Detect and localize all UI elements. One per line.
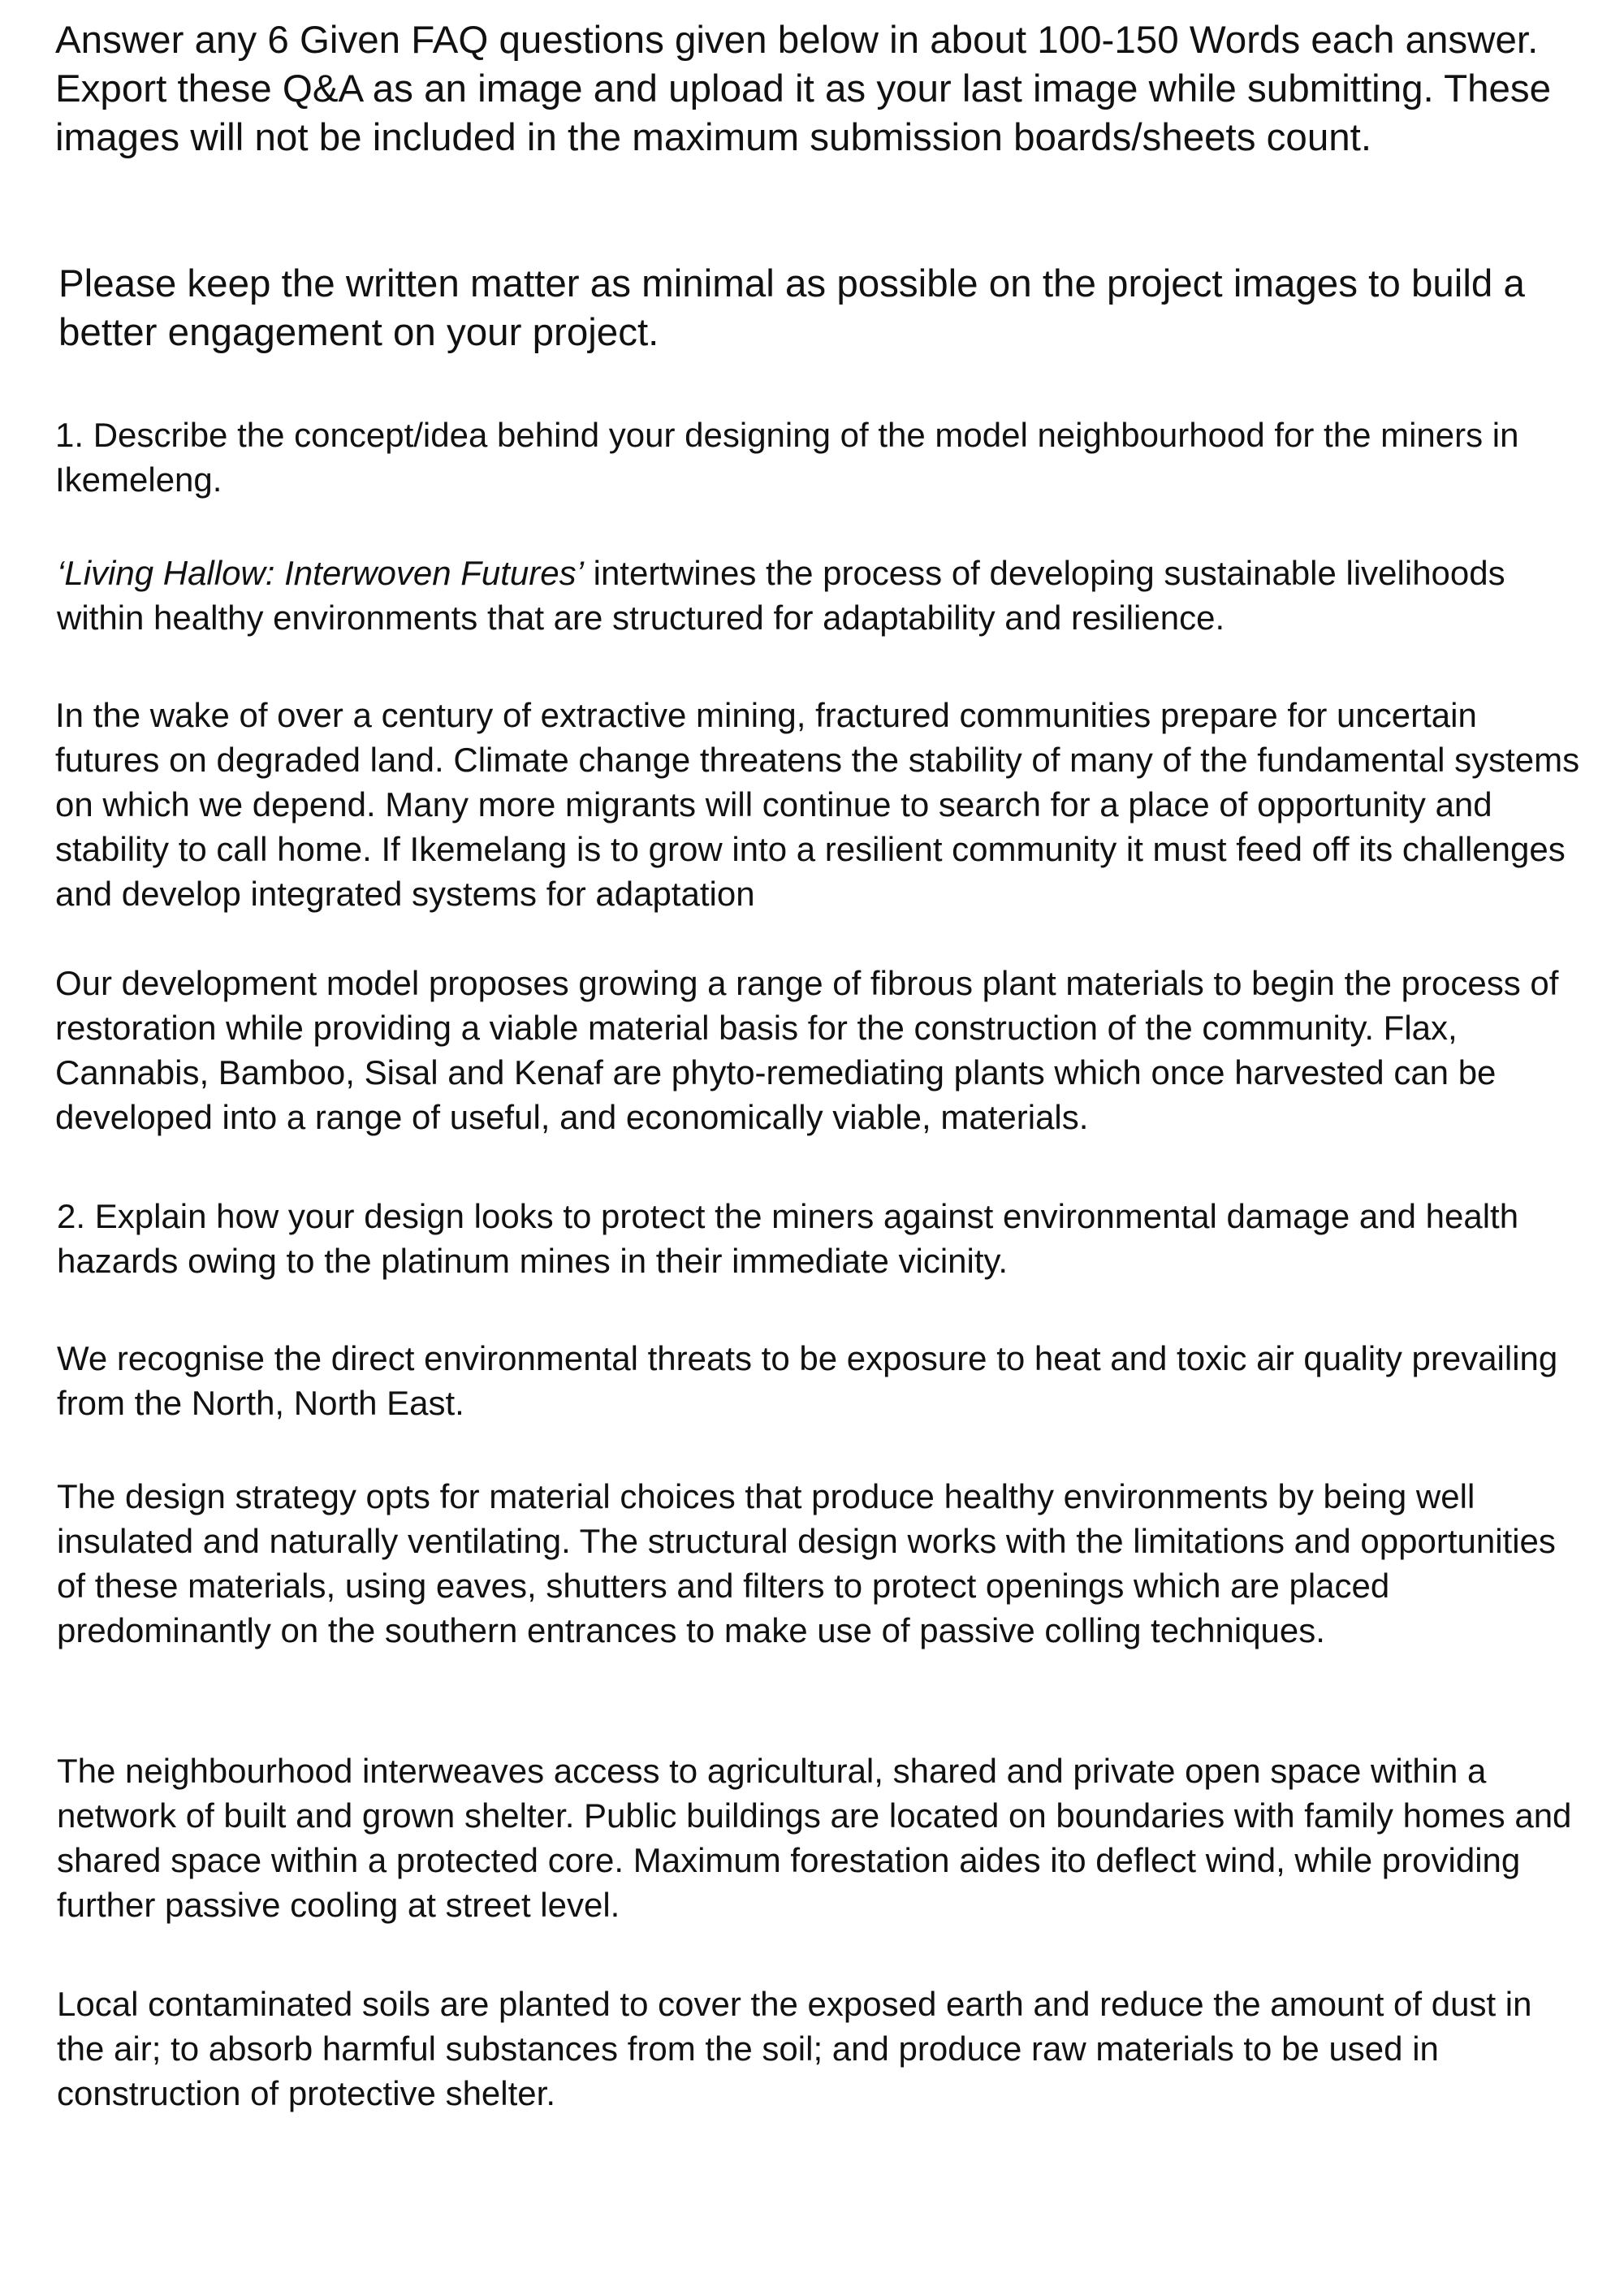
answer-1-paragraph-1: In the wake of over a century of extractive mining, fractured communities prepare for uncertain futures on degraded land. Climate change threatens the stability of many of the fundamental systems on which we depend. Many more migrants will continue to search for a place of opportunity and stability to call home. If Ikemelang is to grow into a resilient community it must feed off its challenges and develop integrated systems for adaptation xyxy=(55,696,1580,913)
question-2: 2. Explain how your design looks to protect the miners against environmental damage and health hazards owing to the platinum mines in their immediate vicinity. xyxy=(57,1197,1519,1280)
answer-2-paragraph-1: We recognise the direct environmental threats to be exposure to heat and toxic air quality prevailing from the North, North East. xyxy=(57,1339,1558,1422)
answer-1-intro xyxy=(57,551,1583,640)
instructions-paragraph-2: Please keep the written matter as minimal as possible on the project images to build a better engagement on your project. xyxy=(58,262,1525,354)
instructions-paragraph-1: Answer any 6 Given FAQ questions given below in about 100-150 Words each answer. Export these Q&A as an image and upload it as your last image while submitting. These images will not be included in the maximum submission boards/sheets count. xyxy=(55,19,1552,159)
question-1: 1. Describe the concept/idea behind your designing of the model neighbourhood for the miners in Ikemeleng. xyxy=(55,416,1519,499)
answer-2-paragraph-2: The design strategy opts for material choices that produce healthy environments by being well insulated and naturally ventilating. The structural design works with the limitations and opportunities of these materials, using eaves, shutters and filters to protect openings which are placed predominantly on the southern entrances to make use of passive colling techniques. xyxy=(57,1477,1556,1649)
answer-2-paragraph-3: The neighbourhood interweaves access to agricultural, shared and private open space within a network of built and grown shelter. Public buildings are located on boundaries with family homes and shared space within a protected core. Maximum forestation aides ito deflect wind, while providing further passive cooling at street level. xyxy=(57,1752,1572,1924)
answer-1-intro-rest: intertwines the process of developing sustainable livelihoods within healthy environments that are structured for adaptability and resilience. xyxy=(57,554,1505,637)
answer-1-paragraph-2: Our development model proposes growing a range of fibrous plant materials to begin the process of restoration while providing a viable material basis for the construction of the community. Flax, Cannabis, Bamboo, Sisal and Kenaf are phyto-remediating plants which once harvested can be developed into a range of useful, and economically viable, materials. xyxy=(55,964,1559,1136)
project-title: ‘Living Hallow: Interwoven Futures’ xyxy=(57,554,584,592)
answer-2-paragraph-4: Local contaminated soils are planted to cover the exposed earth and reduce the amount of dust in the air; to absorb harmful substances from the soil; and produce raw materials to be used in construction of protective shelter. xyxy=(57,1985,1532,2112)
